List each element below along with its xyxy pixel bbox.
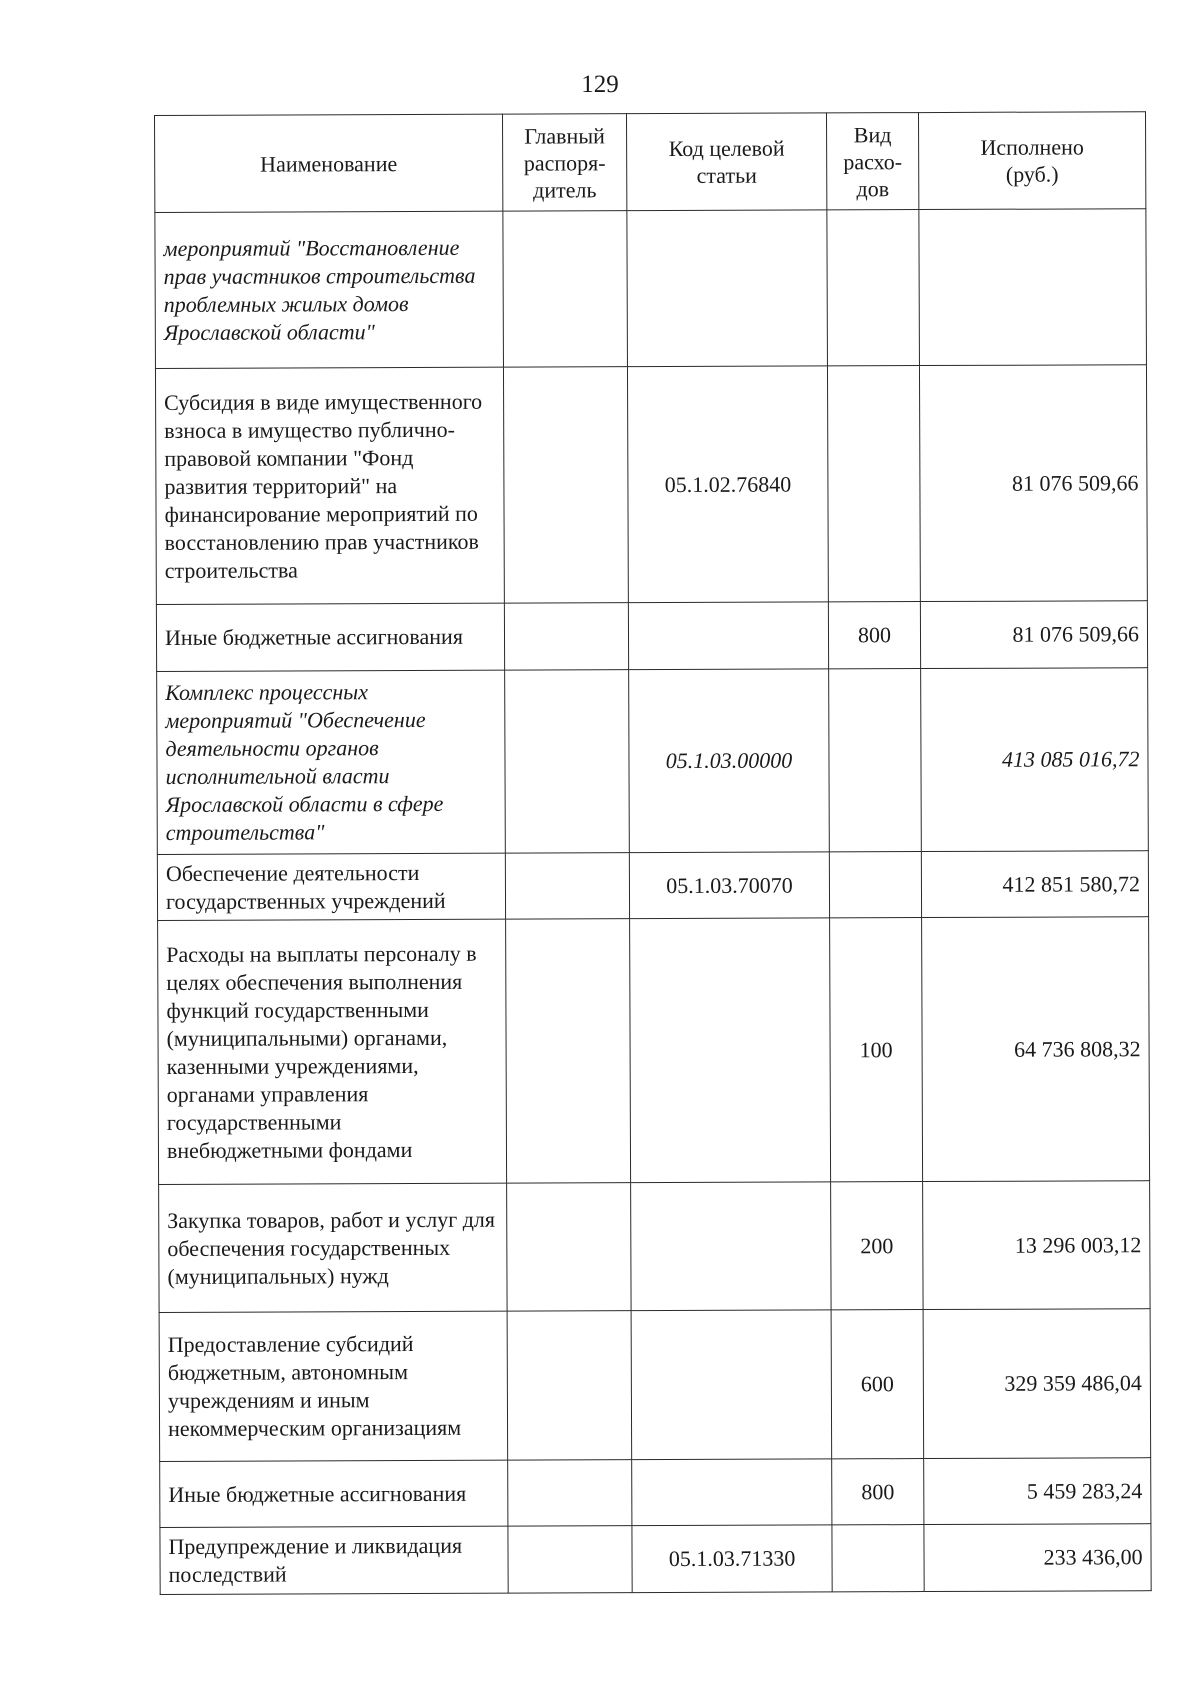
row-name: Комплекс процессных мероприятий "Обеспечение деятельности органов исполнительной власти Ярославской области в сфере строительства" (157, 670, 506, 854)
row-name: Субсидия в виде имущественного взноса в имущество публично-правовой компании "Фонд развития территорий" на финансирование мероприятий по восстановлению прав участников строительства (155, 367, 504, 604)
table-header-row (155, 112, 1146, 213)
table-row (156, 601, 1147, 672)
row-name: Закупка товаров, работ и услуг для обеспечения государственных (муниципальных) нужд (159, 1183, 507, 1312)
row-type (827, 366, 920, 602)
row-code (630, 918, 831, 1183)
row-sum: 233 436,00 (924, 1524, 1151, 1592)
row-name: Предупреждение и ликвидация последствий (160, 1526, 508, 1594)
row-sum: 64 736 808,32 (922, 917, 1150, 1182)
row-sum: 5 459 283,24 (924, 1458, 1151, 1525)
row-code (632, 1459, 832, 1526)
row-code: 05.1.02.76840 (627, 366, 828, 603)
row-code: 05.1.03.71330 (632, 1525, 832, 1593)
row-code (628, 602, 828, 670)
table-row (159, 1309, 1151, 1462)
header-type: Вид расхо- дов (826, 113, 918, 210)
row-manager (508, 1526, 632, 1593)
row-sum: 329 359 486,04 (923, 1309, 1151, 1459)
row-manager (503, 211, 628, 367)
row-code (631, 1310, 832, 1460)
row-type (829, 669, 922, 852)
row-manager (505, 853, 629, 919)
row-type: 800 (828, 602, 920, 669)
row-code (627, 210, 828, 367)
row-manager (504, 603, 628, 670)
row-sum: 412 851 580,72 (921, 851, 1148, 918)
row-sum: 81 076 509,66 (919, 365, 1147, 602)
row-sum (919, 209, 1147, 366)
row-type (829, 852, 921, 918)
row-code: 05.1.03.70070 (629, 852, 829, 919)
table-row (155, 365, 1147, 605)
row-sum: 413 085 016,72 (921, 668, 1149, 852)
row-type: 100 (830, 918, 923, 1182)
row-type (827, 210, 920, 366)
table-row (160, 1458, 1151, 1528)
row-type: 200 (831, 1182, 923, 1310)
header-manager: Главный распоря- дитель (502, 114, 626, 211)
row-name: Расходы на выплаты персоналу в целях обеспечения выполнения функций государственными (муниципальными) органами, казенными учреждениями, органами управления государственными внебюджетными фондами (158, 919, 507, 1184)
table-row (159, 1181, 1150, 1313)
row-sum: 13 296 003,12 (923, 1181, 1150, 1310)
row-type: 800 (832, 1459, 924, 1525)
header-sum: Исполнено (руб.) (918, 112, 1145, 210)
table-row (160, 1524, 1151, 1595)
row-name: мероприятий "Восстановление прав участников строительства проблемных жилых домов Ярославской области" (155, 211, 504, 368)
row-type (832, 1525, 924, 1592)
row-name: Предоставление субсидий бюджетным, автономным учреждениям и иным некоммерческим организациям (159, 1311, 508, 1461)
row-sum: 81 076 509,66 (920, 601, 1147, 669)
row-manager (507, 1311, 632, 1460)
row-name: Обеспечение деятельности государственных учреждений (157, 853, 505, 920)
header-name: Наименование (155, 114, 503, 212)
budget-execution-table (154, 111, 1152, 1595)
header-code: Код целевой статьи (626, 113, 826, 211)
row-code (631, 1182, 831, 1311)
table-row (157, 668, 1149, 855)
row-manager (507, 1183, 631, 1311)
row-code: 05.1.03.00000 (629, 669, 830, 853)
table-row (155, 209, 1147, 369)
row-name: Иные бюджетные ассигнования (160, 1460, 508, 1527)
table-row (157, 851, 1148, 921)
table-row (158, 917, 1150, 1185)
row-manager (503, 367, 628, 603)
page-number: 129 (581, 71, 619, 98)
row-type: 600 (831, 1310, 924, 1459)
row-name: Иные бюджетные ассигнования (156, 603, 504, 671)
row-manager (505, 670, 630, 853)
row-manager (508, 1460, 632, 1526)
row-manager (506, 919, 631, 1183)
